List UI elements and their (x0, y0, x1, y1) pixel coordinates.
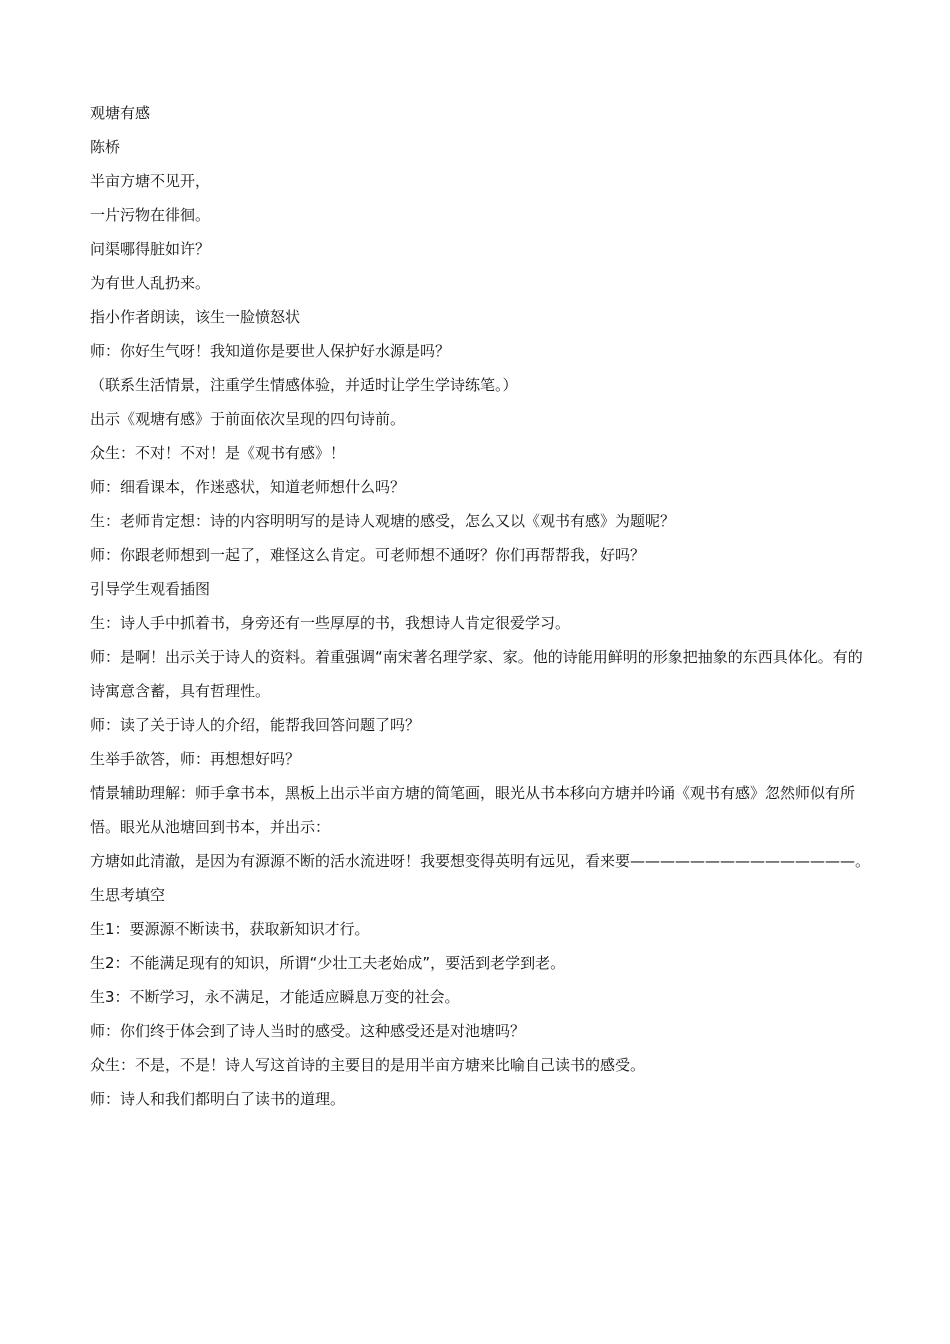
paragraph: 生2：不能满足现有的知识，所谓“少壮工夫老始成”，要活到老学到老。 (90, 954, 566, 972)
paragraph: 情景辅助理解：师手拿书本，黑板上出示半亩方塘的简笔画，眼光从书本移向方塘并吟诵《观书有感》忽然师似有所悟。眼光从池塘回到书本，并出示： (90, 784, 856, 836)
paragraph: 生：诗人手中抓着书，身旁还有一些厚厚的书，我想诗人肯定很爱学习。 (90, 614, 571, 632)
paragraph: 生：老师肯定想：诗的内容明明写的是诗人观塘的感受，怎么又以《观书有感》为题呢？ (90, 512, 676, 530)
paragraph: （联系生活情景，注重学生情感体验，并适时让学生学诗练笔。） (90, 376, 518, 394)
paragraph: 生思考填空 (90, 886, 166, 904)
paragraph: 师：细看课本，作迷惑状，知道老师想什么吗？ (90, 478, 406, 496)
paragraph: 出示《观塘有感》于前面依次呈现的四句诗前。 (90, 410, 406, 428)
paragraph: 众生：不是，不是！诗人写这首诗的主要目的是用半亩方塘来比喻自己读书的感受。 (90, 1056, 646, 1074)
paragraph: 众生：不对！不对！是《观书有感》！ (90, 444, 346, 462)
paragraph: 师：你跟老师想到一起了，难怪这么肯定。可老师想不通呀？你们再帮帮我，好吗？ (90, 546, 646, 564)
paragraph: 师：是啊！出示关于诗人的资料。着重强调“南宋著名理学家、家。他的诗能用鲜明的形象把抽象的东西具体化。有的诗寓意含蓄，具有哲理性。 (90, 648, 863, 700)
paragraph: 方塘如此清澈，是因为有源源不断的活水流进呀！我要想变得英明有远见，看来要———————————————。 (90, 852, 871, 870)
paragraph: 指小作者朗读，该生一脸愤怒状 (90, 308, 301, 326)
poem-line-1: 半亩方塘不见开， (90, 172, 211, 190)
paragraph: 师：你们终于体会到了诗人当时的感受。这种感受还是对池塘吗？ (90, 1022, 526, 1040)
document-page (90, 96, 870, 1116)
paragraph: 生1：要源源不断读书，获取新知识才行。 (90, 920, 370, 938)
poem-line-4: 为有世人乱扔来。 (90, 274, 211, 292)
poem-line-2: 一片污物在徘徊。 (90, 206, 211, 224)
poem-line-3: 问渠哪得脏如许？ (90, 240, 211, 258)
paragraph: 师：你好生气呀！我知道你是要世人保护好水源是吗？ (90, 342, 451, 360)
document-title: 观塘有感 (90, 104, 151, 122)
paragraph: 师：诗人和我们都明白了读书的道理。 (90, 1090, 346, 1108)
paragraph: 师：读了关于诗人的介绍，能帮我回答问题了吗？ (90, 716, 421, 734)
paragraph: 生举手欲答，师：再想想好吗？ (90, 750, 301, 768)
paragraph: 生3：不断学习，永不满足，才能适应瞬息万变的社会。 (90, 988, 460, 1006)
paragraph: 引导学生观看插图 (90, 580, 211, 598)
document-author: 陈桥 (90, 138, 121, 156)
